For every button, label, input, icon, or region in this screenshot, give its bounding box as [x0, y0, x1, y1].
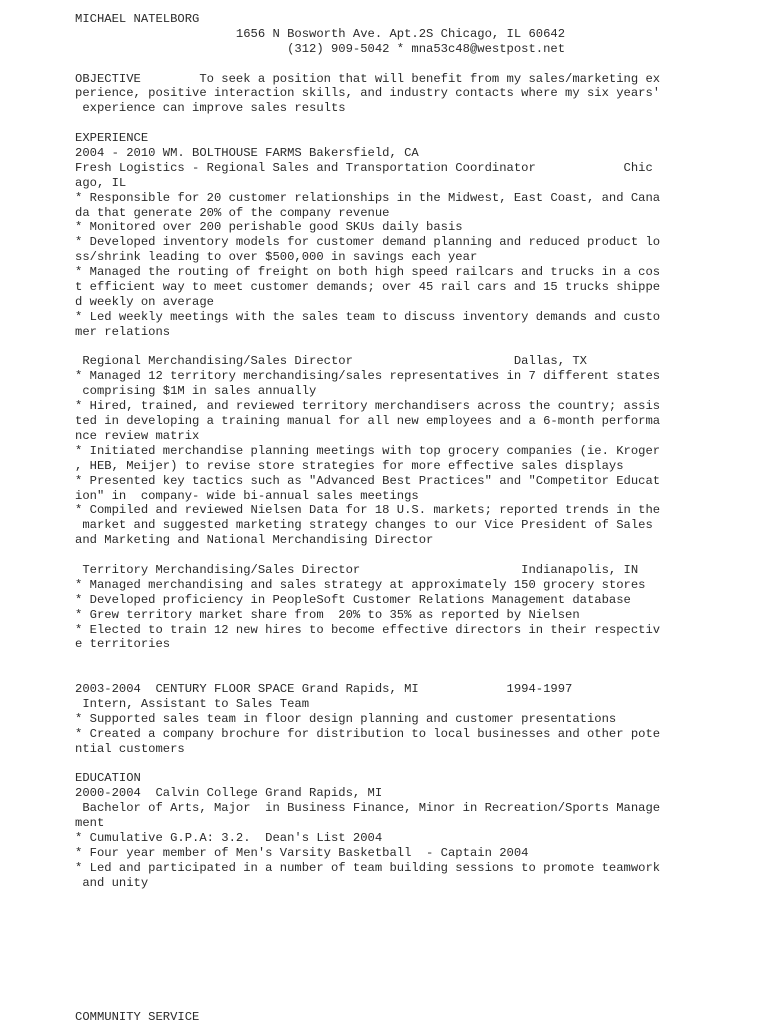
blank-line: [75, 995, 660, 1010]
blank-line: [75, 905, 660, 920]
bullet-line: * Led weekly meetings with the sales team to discuss inventory demands and custo: [75, 309, 661, 324]
employer-line: 2004 - 2010 WM. BOLTHOUSE FARMS Bakersfield, CA: [75, 146, 419, 161]
bullet-line: t efficient way to meet customer demands; over 45 rail cars and 15 trucks shippe: [75, 280, 661, 295]
bullet-line: e territories: [75, 637, 171, 652]
objective-line: OBJECTIVE To seek a position that will benefit from my sales/marketing ex: [75, 71, 661, 86]
bullet-line: * Initiated merchandise planning meetings with top grocery companies (ie. Kroger: [75, 443, 661, 458]
blank-line: [75, 548, 660, 563]
blank-line: [75, 891, 660, 906]
bullet-line: * Presented key tactics such as "Advanced Best Practices" and "Competitor Educat: [75, 473, 661, 488]
blank-line: [75, 340, 660, 355]
bullet-line: mer relations: [75, 324, 171, 339]
bullet-line: * Four year member of Men's Varsity Basketball - Captain 2004: [75, 845, 529, 860]
blank-line: [75, 652, 660, 667]
objective-line: experience can improve sales results: [75, 101, 346, 116]
section-heading-education: EDUCATION: [75, 771, 141, 786]
job-title-line: Regional Merchandising/Sales Director Dallas, TX: [75, 354, 587, 369]
degree-line: ment: [75, 816, 105, 831]
objective-line: perience, positive interaction skills, and industry contacts where my six years': [75, 86, 661, 101]
blank-line: [75, 965, 660, 980]
bullet-line: ss/shrink leading to over $500,000 in savings each year: [75, 250, 478, 265]
bullet-line: * Elected to train 12 new hires to become effective directors in their respectiv: [75, 622, 661, 637]
bullet-line: * Cumulative G.P.A: 3.2. Dean's List 2004: [75, 830, 383, 845]
bullet-line: comprising $1M in sales annually: [75, 384, 317, 399]
job-title-line: ago, IL: [75, 175, 127, 190]
bullet-line: ted in developing a training manual for all new employees and a 6-month performa: [75, 414, 661, 429]
address-line: 1656 N Bosworth Ave. Apt.2S Chicago, IL 60642: [75, 26, 566, 41]
bullet-line: and unity: [75, 875, 149, 890]
job-title-line: Intern, Assistant to Sales Team: [75, 696, 310, 711]
blank-line: [75, 935, 660, 950]
bullet-line: * Monitored over 200 perishable good SKUs daily basis: [75, 220, 463, 235]
bullet-line: * Developed proficiency in PeopleSoft Customer Relations Management database: [75, 592, 631, 607]
degree-line: Bachelor of Arts, Major in Business Finance, Minor in Recreation/Sports Manage: [75, 801, 661, 816]
bullet-line: nce review matrix: [75, 428, 200, 443]
section-heading-community-service: COMMUNITY SERVICE: [75, 1009, 200, 1024]
bullet-line: ion" in company- wide bi-annual sales meetings: [75, 488, 419, 503]
bullet-line: da that generate 20% of the company revenue: [75, 205, 390, 220]
resume-text: [75, 12, 660, 1025]
blank-line: [75, 667, 660, 682]
bullet-line: * Managed merchandising and sales strategy at approximately 150 grocery stores: [75, 577, 646, 592]
bullet-line: market and suggested marketing strategy changes to our Vice President of Sales: [75, 518, 653, 533]
bullet-line: and Marketing and National Merchandising Director: [75, 533, 434, 548]
bullet-line: * Managed the routing of freight on both high speed railcars and trucks in a cos: [75, 265, 661, 280]
blank-line: [75, 757, 660, 772]
blank-line: [75, 950, 660, 965]
applicant-name: MICHAEL NATELBORG: [75, 12, 200, 26]
bullet-line: * Created a company brochure for distribution to local businesses and other pote: [75, 726, 661, 741]
blank-line: [75, 920, 660, 935]
job-title-line: Territory Merchandising/Sales Director Indianapolis, IN: [75, 562, 639, 577]
blank-line: [75, 980, 660, 995]
bullet-line: * Responsible for 20 customer relationships in the Midwest, East Coast, and Cana: [75, 190, 661, 205]
employer-line: 2003-2004 CENTURY FLOOR SPACE Grand Rapids, MI 1994-1997: [75, 682, 573, 697]
bullet-line: d weekly on average: [75, 294, 214, 309]
bullet-line: * Developed inventory models for customer demand planning and reduced product lo: [75, 235, 661, 250]
bullet-line: * Supported sales team in floor design planning and customer presentations: [75, 711, 617, 726]
blank-line: [75, 57, 660, 72]
bullet-line: * Compiled and reviewed Nielsen Data for 18 U.S. markets; reported trends in the: [75, 503, 661, 518]
contact-line: (312) 909-5042 * mna53c48@westpost.net: [75, 41, 566, 56]
job-title-line: Fresh Logistics - Regional Sales and Transportation Coordinator Chic: [75, 160, 653, 175]
bullet-line: * Hired, trained, and reviewed territory merchandisers across the country; assis: [75, 399, 661, 414]
bullet-line: * Led and participated in a number of team building sessions to promote teamwork: [75, 860, 661, 875]
school-line: 2000-2004 Calvin College Grand Rapids, MI: [75, 786, 383, 801]
blank-line: [75, 116, 660, 131]
bullet-line: * Managed 12 territory merchandising/sales representatives in 7 different states: [75, 369, 661, 384]
bullet-line: * Grew territory market share from 20% to 35% as reported by Nielsen: [75, 607, 580, 622]
bullet-line: , HEB, Meijer) to revise store strategies for more effective sales displays: [75, 458, 624, 473]
section-heading-experience: EXPERIENCE: [75, 131, 149, 146]
bullet-line: ntial customers: [75, 741, 185, 756]
